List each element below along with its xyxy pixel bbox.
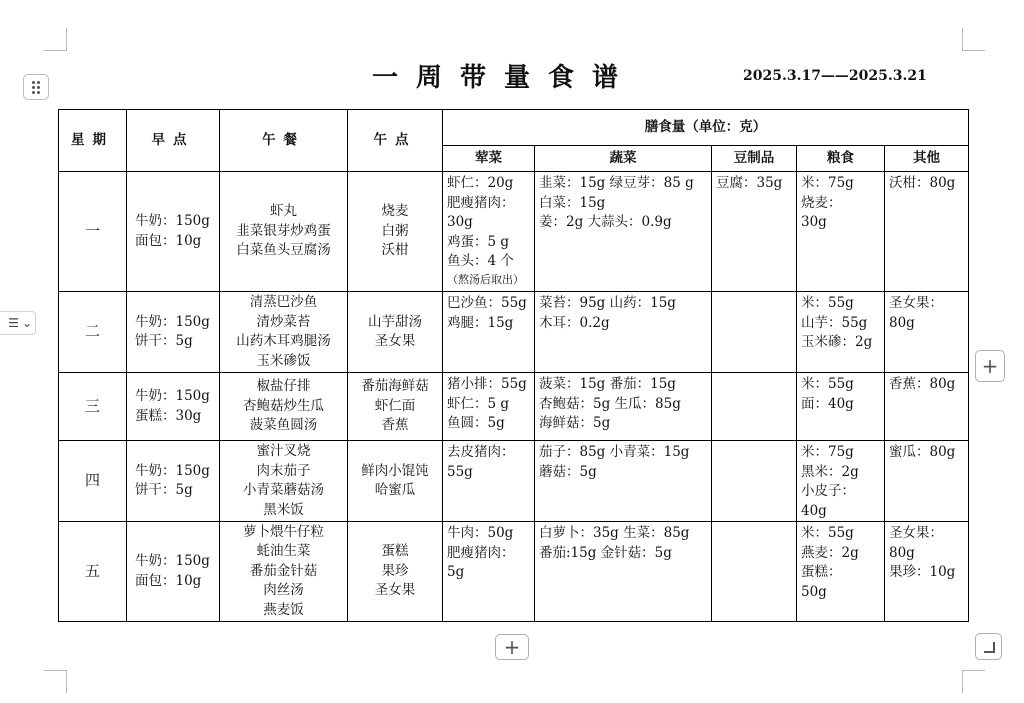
meat-line: 鸡腿：15g [447,314,514,331]
tofu-cell[interactable] [712,172,797,292]
meat-line: 鱼头：4 个 [447,253,514,269]
lunch-line: 番茄金针菇 [249,562,318,579]
other-cell[interactable] [885,172,969,292]
other-cell[interactable] [885,292,969,373]
meat-line: 猪小排：55g [447,376,527,392]
lunch-cell[interactable] [220,522,348,622]
breakfast-line: 面包：10g [135,232,202,249]
breakfast-cell[interactable] [127,292,220,373]
header-snack: 午点 [348,110,443,172]
veg-cell[interactable] [535,292,712,373]
other-line: 圣女果： [889,295,943,311]
plus-icon: + [503,635,521,659]
breakfast-line: 蛋糕：30g [135,407,202,424]
veg-line: 茄子：85g 小青菜：15g [539,444,690,460]
grain-line: 米：75g [801,175,854,191]
snack-line: 哈蜜瓜 [374,482,416,498]
meat-line: 30g [447,214,473,230]
lunch-line: 虾丸 [270,203,297,220]
other-line: 蜜瓜：80g [889,444,956,460]
grain-cell[interactable] [797,373,885,441]
weekly-menu-table[interactable] [58,109,969,622]
grain-line: 米：55g [801,376,854,392]
snack-line: 鲜肉小馄饨 [361,462,429,479]
header-lunch: 午餐 [220,110,348,172]
grain-line: 蛋糕： [801,564,842,580]
table-drag-handle-button[interactable] [23,74,49,100]
table-row [59,522,969,622]
veg-line: 韭菜：15g 绿豆芽：85 g [539,175,694,191]
snack-line: 圣女果 [374,333,416,349]
breakfast-cell[interactable] [127,172,220,292]
weekday-cell[interactable]: 三 [59,373,127,441]
grain-line: 黑米：2g [801,463,859,480]
page-corner-mark-bottom-left [44,670,67,693]
grain-line: 50g [801,583,827,600]
breakfast-line: 牛奶：150g [135,388,210,404]
meat-cell[interactable] [443,373,535,441]
meat-note: （熬汤后取出） [447,272,524,286]
other-line: 香蕉：80g [889,376,956,392]
grain-line: 40g [801,502,827,519]
meat-line: 牛肉：50g [447,525,514,541]
other-line: 80g [889,544,915,561]
veg-cell[interactable] [535,373,712,441]
grain-line: 山芋：55g [801,314,868,331]
veg-line: 海鲜菇：5g [539,415,611,431]
page-corner-mark-top-right [962,28,985,51]
meat-cell[interactable] [443,522,535,622]
grain-line: 小皮子： [801,483,855,499]
breakfast-cell[interactable] [127,441,220,522]
veg-line: 杏鲍菇：5g 生瓜：85g [539,395,681,412]
grain-line: 燕麦：2g [801,544,859,561]
page-corner-mark-top-left [44,28,67,51]
lunch-cell[interactable] [220,172,348,292]
grain-line: 玉米碜：2g [801,334,873,350]
veg-line: 木耳：0.2g [539,314,610,331]
meat-line: 去皮猪肉： [447,444,515,460]
other-line: 80g [889,314,915,331]
header-grain: 粮食 [797,146,885,172]
lunch-line: 清炒菜苔 [256,313,311,330]
grain-line: 面：40g [801,395,854,412]
table-resize-handle[interactable] [975,633,1002,660]
grain-cell[interactable] [797,292,885,373]
tofu-cell[interactable] [712,522,797,622]
grain-line: 烧麦： [801,194,842,211]
header-weekday: 星期 [59,110,127,172]
snack-cell[interactable] [348,441,443,522]
header-other: 其他 [885,146,969,172]
plus-icon: + [981,354,999,378]
header-tofu: 豆制品 [712,146,797,172]
breakfast-cell[interactable] [127,522,220,622]
veg-cell[interactable] [535,172,712,292]
lunch-line: 韭菜银芽炒鸡蛋 [236,222,331,239]
table-row [59,292,969,373]
lunch-line: 小青菜蘑菇汤 [243,482,324,498]
paragraph-icon: ☰ [8,316,19,330]
meat-line: 肥瘦猪肉： [447,544,515,561]
lunch-line: 萝卜煨牛仔粒 [243,523,324,540]
header-meat: 荤菜 [443,146,535,172]
meat-line: 鱼圆：5g [447,415,505,431]
lunch-line: 肉丝汤 [263,582,304,599]
lunch-line: 山药木耳鸡腿汤 [236,333,331,349]
snack-line: 虾仁面 [374,397,416,414]
snack-line: 山芋甜汤 [368,313,422,330]
meat-line: 虾仁：20g [447,175,514,191]
veg-line: 白菜：15g [539,194,606,211]
chevron-down-icon: ⌄ [21,316,32,330]
meat-cell[interactable] [443,172,535,292]
meat-line: 鸡蛋：5 g [447,233,510,250]
breakfast-line: 饼干：5g [135,333,193,349]
snack-cell[interactable] [348,522,443,622]
other-cell[interactable] [885,522,969,622]
veg-line: 菜苔：95g 山药：15g [539,295,676,311]
snack-line: 白粥 [381,222,409,239]
lunch-cell[interactable] [220,441,348,522]
grain-line: 米：75g [801,444,854,460]
lunch-line: 菠菜鱼圆汤 [249,417,318,434]
breakfast-cell[interactable] [127,373,220,441]
veg-line: 白萝卜：35g 生菜：85g [539,525,690,541]
veg-line: 蘑菇：5g [539,463,597,480]
tofu-cell[interactable] [712,441,797,522]
snack-cell[interactable] [348,292,443,373]
meat-cell[interactable] [443,441,535,522]
snack-line: 烧麦 [381,203,409,220]
meat-cell[interactable] [443,292,535,373]
lunch-line: 肉末茄子 [256,462,311,479]
other-cell[interactable] [885,441,969,522]
breakfast-line: 面包：10g [135,572,202,589]
snack-cell[interactable] [348,373,443,441]
snack-line: 圣女果 [374,582,416,599]
snack-cell[interactable] [348,172,443,292]
lunch-line: 黑米饭 [263,501,304,518]
header-amount: 膳食量（单位：克） [443,110,969,146]
grain-cell[interactable] [797,172,885,292]
lunch-line: 蚝油生菜 [256,543,311,560]
date-range: 2025.3.17——2025.3.21 [743,68,927,84]
breakfast-line: 饼干：5g [135,482,193,498]
table-row [59,172,969,292]
meat-line: 肥瘦猪肉： [447,194,515,211]
meat-line: 55g [447,463,473,480]
grain-line: 30g [801,214,827,230]
breakfast-line: 牛奶：150g [135,462,210,479]
lunch-line: 椒盐仔排 [256,378,311,395]
snack-line: 果珍 [381,562,409,579]
table-row [59,441,969,522]
paragraph-style-button[interactable] [0,311,36,335]
lunch-line: 燕麦饭 [263,601,304,618]
lunch-line: 清蒸巴沙鱼 [249,294,318,310]
add-column-button[interactable] [975,350,1005,382]
grain-cell[interactable] [797,441,885,522]
weekday-cell[interactable]: 四 [59,441,127,522]
add-row-button[interactable] [495,634,529,660]
meat-line: 虾仁：5 g [447,395,510,412]
lunch-cell[interactable] [220,373,348,441]
veg-line: 菠菜：15g 番茄：15g [539,376,676,392]
breakfast-line: 牛奶：150g [135,553,210,569]
veg-line: 姜：2g 大蒜头：0.9g [539,214,672,230]
meat-line: 巴沙鱼：55g [447,295,527,311]
snack-line: 蛋糕 [381,543,409,560]
snack-line: 香蕉 [381,417,409,434]
lunch-line: 白菜鱼头豆腐汤 [236,242,331,259]
snack-line: 番茄海鲜菇 [361,378,429,395]
lunch-cell[interactable] [220,292,348,373]
header-breakfast: 早点 [127,110,220,172]
other-line: 果珍：10g [889,564,956,580]
drag-handle-icon [32,81,40,94]
other-line: 沃柑：80g [889,175,956,191]
other-line: 圣女果： [889,525,943,541]
grain-line: 米：55g [801,525,854,541]
snack-line: 沃柑 [381,242,409,259]
tofu-line: 豆腐：35g [716,175,783,191]
page-corner-mark-bottom-right [962,670,985,693]
breakfast-line: 牛奶：150g [135,313,210,330]
veg-cell[interactable] [535,441,712,522]
tofu-cell[interactable] [712,373,797,441]
veg-cell[interactable] [535,522,712,622]
breakfast-line: 牛奶：150g [135,213,210,229]
weekday-cell[interactable]: 二 [59,292,127,373]
grain-line: 米：55g [801,295,854,311]
table-row [59,373,969,441]
page-title: 一周带量食谱 [372,63,637,93]
tofu-cell[interactable] [712,292,797,373]
grain-cell[interactable] [797,522,885,622]
lunch-line: 玉米碜饭 [256,352,311,369]
meat-line: 5g [447,564,465,580]
lunch-line: 杏鲍菇炒生瓜 [243,397,324,414]
header-veg: 蔬菜 [535,146,712,172]
veg-line: 番茄:15g 金针菇：5g [539,544,672,561]
weekday-cell[interactable]: 五 [59,522,127,622]
weekday-cell[interactable]: 一 [59,172,127,292]
lunch-line: 蜜汁叉烧 [256,443,311,459]
other-cell[interactable] [885,373,969,441]
